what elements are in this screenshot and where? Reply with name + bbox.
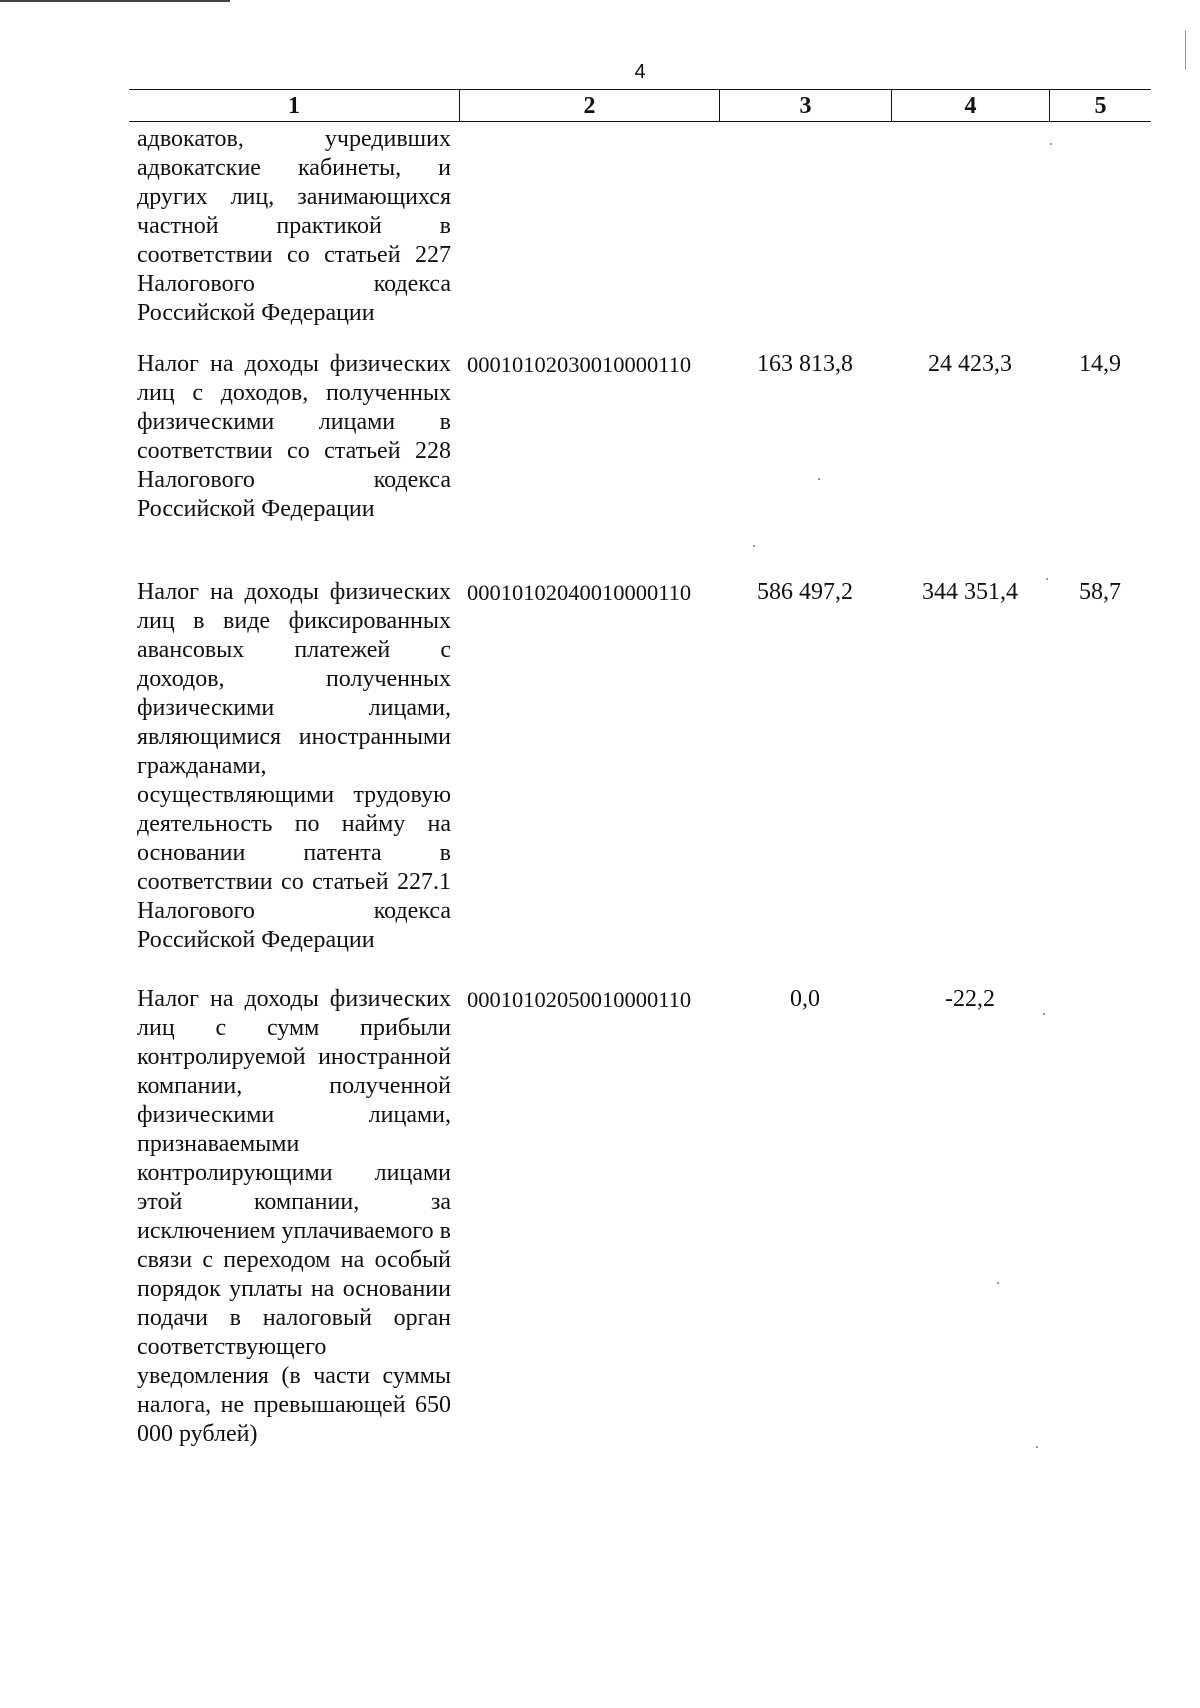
- header-col-5: 5: [1049, 90, 1151, 121]
- page-number: 4: [634, 61, 646, 83]
- row-description: Налог на доходы физических лиц с сумм прибыли контролируемой иностранной компании, полученной физическими лицами, признаваемыми контролирующими лицами этой компании, за исключением уплачиваемого в связи с переходом на особый порядок уплаты на основании подачи в налоговый орган соответствующего уведомления (в части суммы налога, не превышающей 650 000 рублей): [137, 986, 451, 1447]
- row-code: 00010102030010000110: [467, 352, 692, 377]
- row-description: Налог на доходы физических лиц в виде фиксированных авансовых платежей с доходов, полученных физическими лицами, являющимися иностранными гражданами, осуществляющими трудовую деятельность по найму на основании патента в соответствии со статьей 227.1 Налогового кодекса Российской Федерации: [137, 579, 451, 953]
- header-col-3: 3: [719, 90, 891, 121]
- row-code: 00010102040010000110: [467, 580, 692, 605]
- header-col-2: 2: [459, 90, 719, 121]
- row-col5: 58,7: [1079, 579, 1121, 605]
- scan-speck: [1043, 1013, 1045, 1015]
- row-description: Налог на доходы физических лиц с доходов, полученных физическими лицами в соответствии со статьей 228 Налогового кодекса Российской Федерации: [137, 351, 451, 522]
- scan-mark-right-edge: [1185, 30, 1186, 70]
- row-col5: 14,9: [1079, 351, 1121, 377]
- scan-speck: [818, 478, 820, 480]
- row-description: адвокатов, учредивших адвокатские кабинеты, и других лиц, занимающихся частной практикой в соответствии со статьей 227 Налогового кодекса Российской Федерации: [137, 126, 451, 326]
- scan-speck: [997, 1282, 999, 1284]
- scan-mark-top-left: [0, 0, 230, 2]
- table-header: [129, 89, 1151, 122]
- row-col4: 344 351,4: [922, 579, 1018, 605]
- scan-speck: [753, 545, 755, 547]
- row-col3: 0,0: [790, 986, 820, 1012]
- row-col4: -22,2: [945, 986, 995, 1012]
- scan-speck: [1036, 1446, 1038, 1448]
- scan-speck: [1046, 578, 1048, 580]
- row-col3: 163 813,8: [757, 351, 853, 377]
- scan-speck: [1050, 143, 1052, 145]
- row-code: 00010102050010000110: [467, 987, 692, 1012]
- header-col-1: 1: [288, 93, 300, 119]
- row-col3: 586 497,2: [757, 579, 853, 605]
- row-col4: 24 423,3: [928, 351, 1012, 377]
- header-col-4: 4: [891, 90, 1049, 121]
